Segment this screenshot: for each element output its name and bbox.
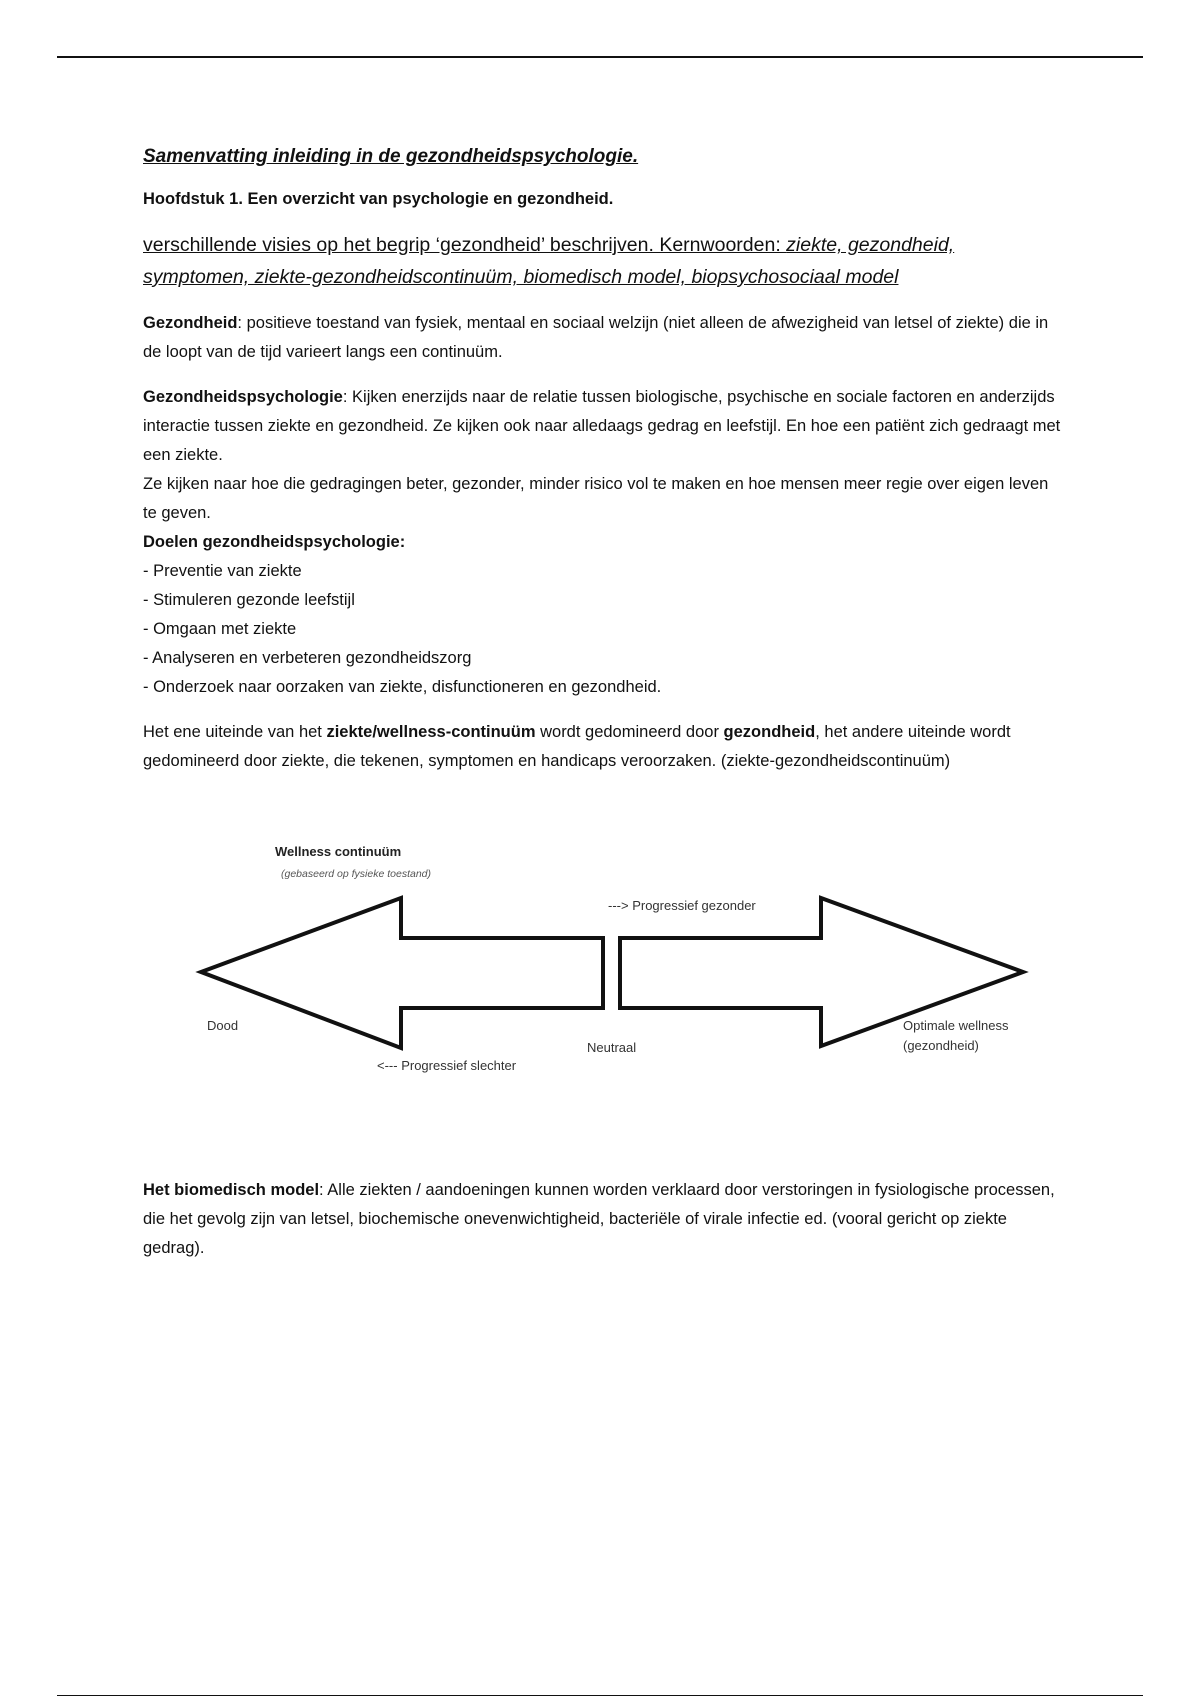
health-definition-text: : positieve toestand van fysiek, mentaal en sociaal welzijn (niet alleen de afwezigheid van letsel of ziekte) die in de loopt van de tijd varieert langs een continuüm. — [143, 314, 1049, 361]
biomedical-text: : Alle ziekten / aandoeningen kunnen worden verklaard door verstoringen in fysiologische processen, die het gevolg zijn van letsel, biochemische onevenwichtigheid, bacteriële of virale infectie ed. (vooral gericht op ziekte gedrag). — [143, 1181, 1055, 1257]
center-label: Neutraal — [587, 1040, 637, 1055]
health-term-bold: gezondheid — [723, 723, 816, 741]
continuum-text-3: , het andere uiteinde wordt gedomineerd door ziekte, die tekenen, symptomen en handicaps veroorzaken. (ziekte-gezondheidscontinuüm) — [143, 723, 1011, 770]
right-end-sublabel: (gezondheid) — [903, 1038, 979, 1053]
continuum-paragraph — [143, 718, 1063, 776]
objectives-text: verschillende visies op het begrip ‘gezondheid’ beschrijven. Kernwoorden: — [143, 234, 787, 256]
biomedical-term: Het biomedisch model — [143, 1181, 320, 1199]
left-caption: <--- Progressief slechter — [377, 1058, 517, 1073]
figure-subtitle: (gebaseerd op fysieke toestand) — [281, 868, 432, 880]
wellness-continuum-figure — [143, 792, 1063, 1152]
goals-list — [143, 528, 1063, 702]
health-psychology-definition — [143, 383, 1063, 470]
left-arrow — [201, 898, 603, 1048]
health-psychology-text: : Kijken enerzijds naar de relatie tussen biologische, psychische en sociale factoren en anderzijds interactie tussen ziekte en gezondheid. Ze kijken ook naar alledaags gedrag en leefstijl. En hoe een patiënt zich gedraagt met een ziekte. — [143, 388, 1061, 464]
health-definition — [143, 309, 1063, 367]
document-title: Samenvatting inleiding in de gezondheidspsychologie. — [143, 146, 639, 167]
learning-objectives — [143, 229, 1063, 293]
goal-item: - Stimuleren gezonde leefstijl — [143, 591, 355, 609]
health-term: Gezondheid — [143, 314, 238, 332]
continuum-text-1: Het ene uiteinde van het — [143, 723, 327, 741]
biomedical-model-definition — [143, 1176, 1063, 1263]
goals-heading: Doelen gezondheidspsychologie: — [143, 533, 406, 551]
document-page — [143, 146, 1063, 1279]
left-end-label: Dood — [207, 1018, 239, 1033]
health-psychology-term: Gezondheidspsychologie — [143, 388, 343, 406]
goal-item: - Omgaan met ziekte — [143, 620, 297, 638]
goal-item: - Preventie van ziekte — [143, 562, 302, 580]
health-psychology-text-2: Ze kijken naar hoe die gedragingen beter, gezonder, minder risico vol te maken en hoe mensen meer regie over eigen leven te geven. — [143, 475, 1049, 522]
objectives-keywords: ziekte, gezondheid, symptomen, ziekte-gezondheidscontinuüm, biomedisch model, biopsychosociaal model — [143, 234, 955, 288]
chapter-heading: Hoofdstuk 1. Een overzicht van psychologie en gezondheid. — [143, 190, 614, 208]
continuum-term: ziekte/wellness-continuüm — [326, 723, 536, 741]
goal-item: - Onderzoek naar oorzaken van ziekte, disfunctioneren en gezondheid. — [143, 678, 662, 696]
goal-item: - Analyseren en verbeteren gezondheidszorg — [143, 649, 472, 667]
continuum-text-2: wordt gedomineerd door — [535, 723, 724, 741]
figure-title: Wellness continuüm — [275, 844, 402, 859]
right-caption: ---> Progressief gezonder — [608, 898, 756, 913]
header-rule — [57, 56, 1143, 58]
footer-rule — [57, 1695, 1143, 1696]
right-end-label: Optimale wellness — [903, 1018, 1009, 1033]
